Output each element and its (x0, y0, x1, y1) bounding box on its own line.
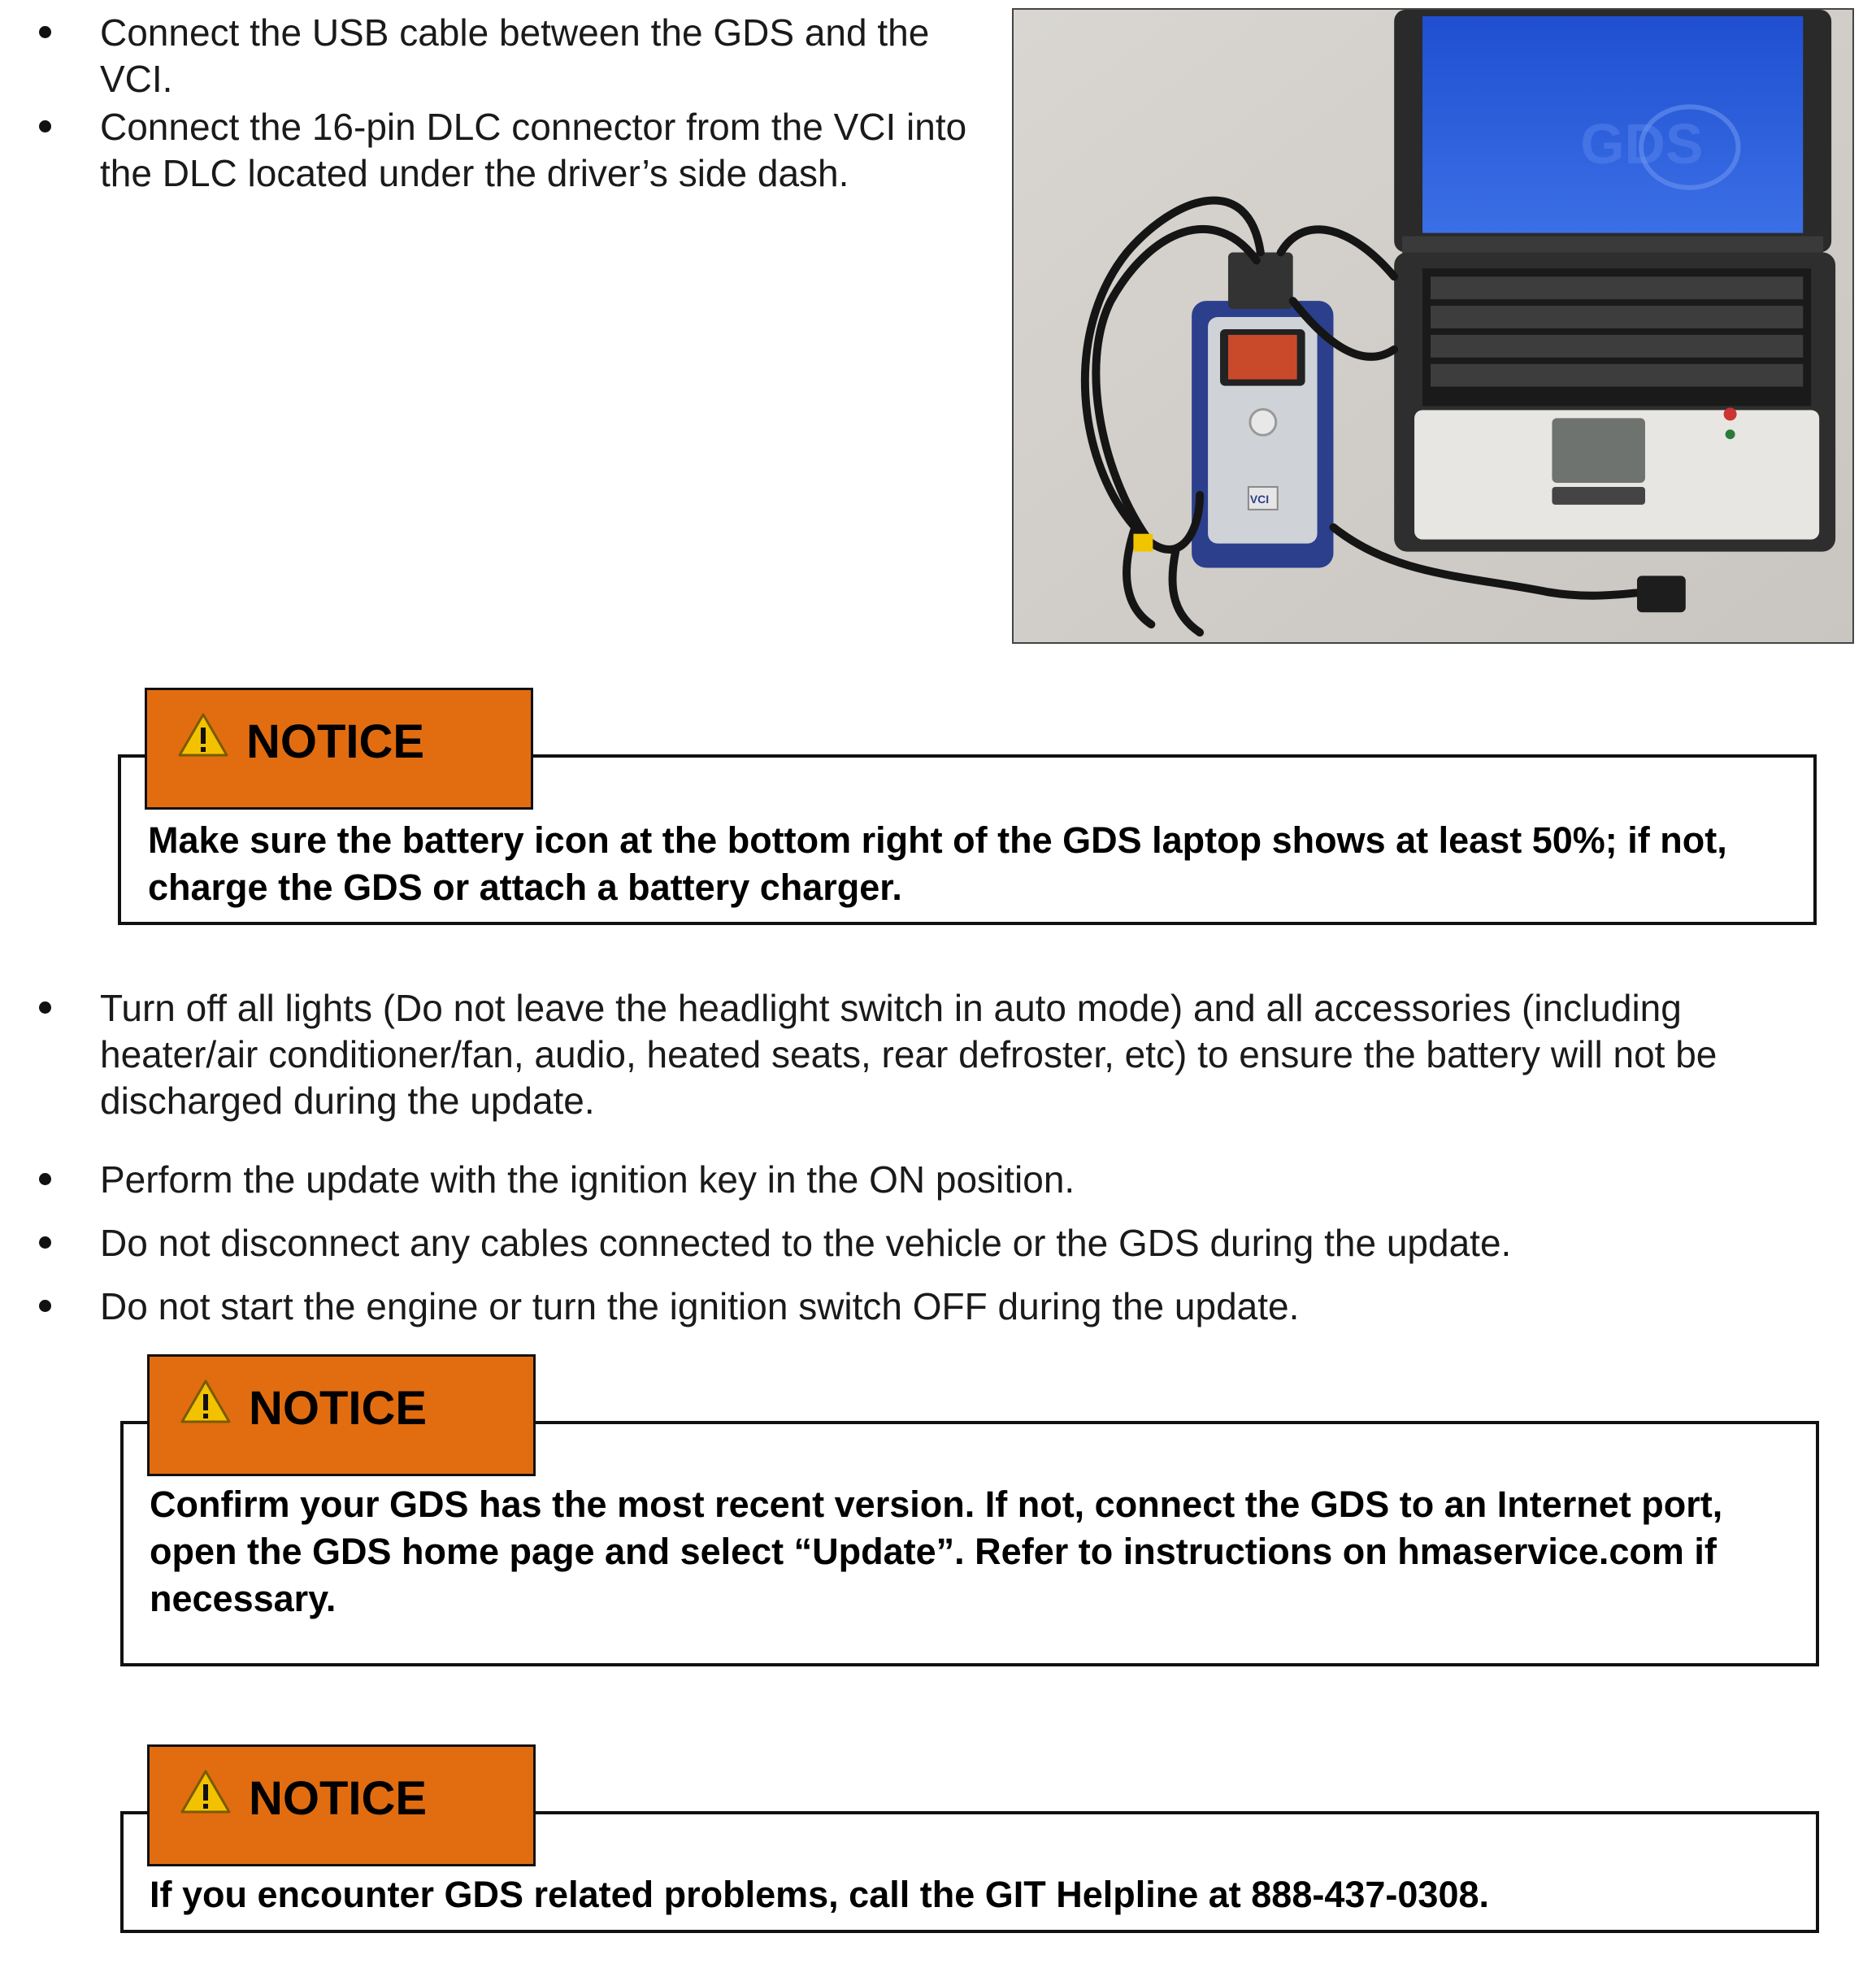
bullet-text: Do not disconnect any cables connected to the vehicle or the GDS during the update. (100, 1222, 1512, 1264)
notice-label: NOTICE (249, 1772, 428, 1825)
setup-bullet-list (0, 10, 992, 198)
list-item (0, 985, 1837, 1124)
bullet-text: Do not start the engine or turn the ignition switch OFF during the update. (100, 1285, 1300, 1327)
laptop (1394, 10, 1835, 552)
bullet-dot-icon (39, 26, 51, 38)
bullet-dot-icon (39, 1001, 51, 1014)
vci-badge: VCI (1249, 492, 1270, 506)
list-item (0, 1284, 1837, 1330)
precaution-bullet-list (0, 985, 1837, 1330)
bullet-text: Perform the update with the ignition key in the ON position. (100, 1158, 1075, 1201)
notice-tab (145, 688, 533, 810)
notice-label: NOTICE (246, 715, 425, 768)
list-item (0, 1220, 1837, 1266)
notice-text: If you encounter GDS related problems, call the GIT Helpline at 888-437-0308. (150, 1874, 1490, 1915)
notice-label: NOTICE (249, 1382, 428, 1435)
notice-text: Confirm your GDS has the most recent version. If not, connect the GDS to an Internet port, open the GDS home page and select “Update”. Refer to instructions on hmaservice.com if necessary. (150, 1484, 1723, 1619)
warning-triangle-icon (176, 711, 230, 758)
dlc-connector (1637, 576, 1686, 612)
warning-triangle-icon (179, 1768, 232, 1815)
notice-tab (147, 1354, 536, 1476)
warning-triangle-icon (179, 1378, 232, 1425)
gds-vci-illustration (1014, 10, 1852, 642)
screen-logo: GDS (1580, 112, 1704, 176)
list-item (0, 10, 992, 102)
bullet-dot-icon (39, 1173, 51, 1185)
notice-text: Make sure the battery icon at the bottom right of the GDS laptop shows at least 50%; if not, charge the GDS or attach a battery charger. (148, 819, 1727, 908)
touchpad (1552, 418, 1645, 483)
list-item (0, 104, 992, 197)
notice-tab (147, 1744, 536, 1866)
list-item (0, 1157, 1837, 1203)
bullet-text: Connect the USB cable between the GDS and the VCI. (100, 11, 930, 100)
bullet-dot-icon (39, 1300, 51, 1312)
bullet-text: Connect the 16-pin DLC connector from the VCI into the DLC located under the driver’s side dash. (100, 106, 967, 194)
bullet-dot-icon (39, 1236, 51, 1249)
gds-vci-photo (1012, 8, 1854, 644)
bullet-text: Turn off all lights (Do not leave the headlight switch in auto mode) and all accessories (including heater/air conditioner/fan, audio, heated seats, rear defroster, etc) to ensure the battery will not be discharged during the update. (100, 987, 1717, 1122)
bullet-dot-icon (39, 120, 51, 133)
